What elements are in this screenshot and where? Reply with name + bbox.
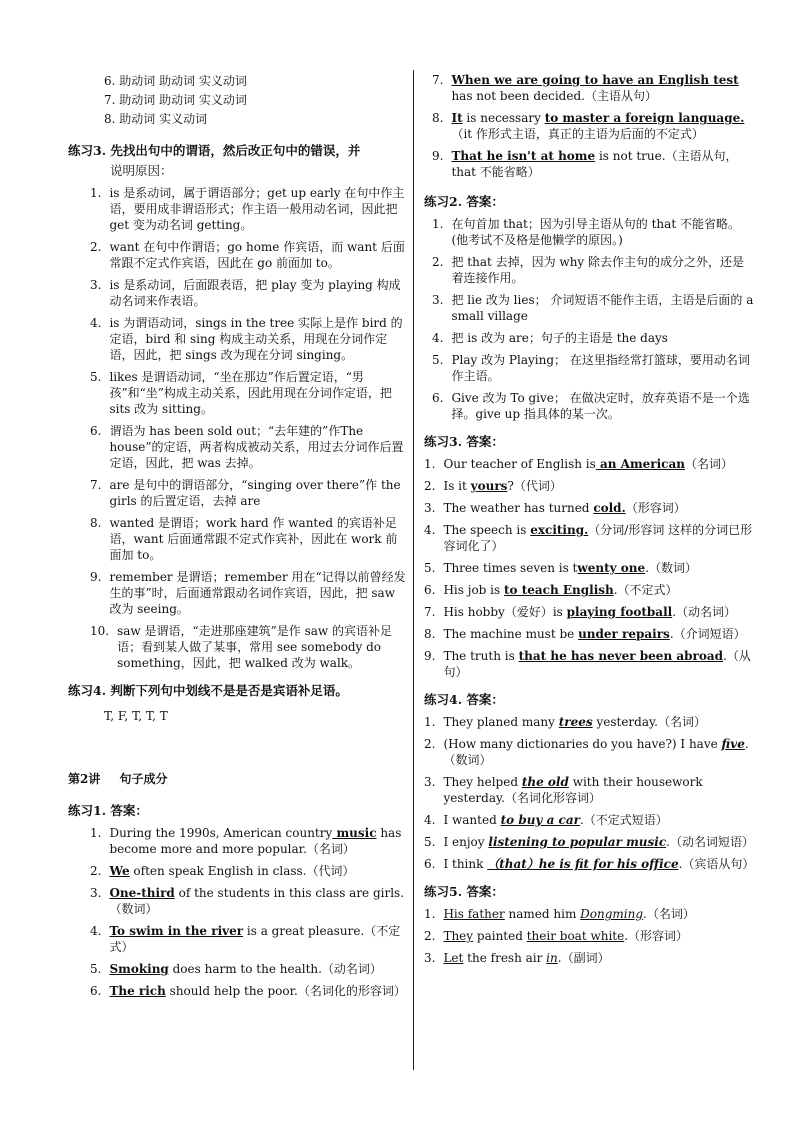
list-item: 4. The speech is exciting.（分词/形容词 这样的分词已形容词化了） (424, 523, 753, 553)
list-item: 5. I enjoy listening to popular music.（动名词短语） (424, 835, 754, 849)
exercise-5 (424, 882, 756, 966)
exercise-1 (68, 801, 408, 999)
list-item: 9. remember 是谓语；remember 用在“记得以前曾经发生的事”时，后面通常跟动名词作宾语，因此，把 saw 改为 seeing。 (90, 570, 406, 616)
list-item: 1. They planed many trees yesterday.（名词） (424, 715, 706, 729)
list-item: 6. Give 改为 To give； 在做决定时，放弃英语不是一个选择。give up 指具体的某一次。 (432, 391, 750, 421)
column-divider (413, 70, 414, 1070)
list-item: 2. They painted their boat white.（形容词） (424, 929, 689, 943)
list-item: 7. are 是句中的谓语部分，“singing over there”作 the girls 的后置定语，去掉 are (90, 478, 401, 508)
list-item: 2. (How many dictionaries do you have?) I have five.（数词） (424, 737, 749, 767)
verb-list (68, 72, 408, 129)
list-item: 5. Three times seven is twenty one.（数词） (424, 561, 697, 575)
list-item: 1. Our teacher of English is an American（名词） (424, 457, 733, 471)
list-item: 2. We often speak English in class.（代词） (90, 864, 355, 878)
list-item: 5. Play 改为 Playing； 在这里指经常打篮球，要用动名词作主语。 (432, 353, 750, 383)
list-item: 3. Let the fresh air in.（副词） (424, 951, 610, 965)
exercise-3-left (68, 141, 408, 671)
exercise-4-left (68, 681, 408, 726)
section-title-cont: 说明原因： (110, 163, 173, 178)
lecture-label: 第2讲 (68, 772, 101, 786)
list-item: 4. is 为谓语动词，sings in the tree 实际上是作 bird 的定语，bird 和 sing 构成主动关系，用现在分词作定语，因此，把 sings 改为现在分词 singing。 (90, 316, 403, 362)
verb-item: 6. 助动词 助动词 实义动词 (104, 74, 247, 88)
verb-item: 7. 助动词 助动词 实义动词 (104, 93, 247, 107)
list-item: 4. 把 is 改为 are；句子的主语是 the days (432, 331, 668, 345)
list-item: 2. want 在句中作谓语；go home 作宾语，而 want 后面常跟不定式作宾语，因此在 go 前面加 to。 (90, 240, 405, 270)
list-item: 8. It is necessary to master a foreign language.（it 作形式主语，真正的主语为后面的不定式） (432, 111, 745, 141)
list-item: 1. His father named him Dongming.（名词） (424, 907, 695, 921)
list-item: 3. 把 lie 改为 lies； 介词短语不能作主语，主语是后面的 a small village (432, 293, 754, 323)
list-item: 9. The truth is that he has never been abroad.（从句） (424, 649, 751, 679)
lecture-title: 句子成分 (119, 772, 168, 786)
section-title: 练习4. 判断下列句中划线不是是否是宾语补足语。 (68, 683, 348, 698)
section-title: 练习2. 答案： (424, 194, 504, 209)
list-item: 3. One-third of the students in this class are girls.（数词） (90, 886, 405, 916)
list-item: 4. I wanted to buy a car.（不定式短语） (424, 813, 668, 827)
list-item: 6. His job is to teach English.（不定式） (424, 583, 678, 597)
list-item: 5. Smoking does harm to the health.（动名词） (90, 962, 382, 976)
section-title: 练习1. 答案： (68, 803, 148, 818)
list-item: 5. likes 是谓语动词，“坐在那边”作后置定语，“男孩”和“坐”构成主动关系，因此用现在分词作定语，把 sits 改为 sitting。 (90, 370, 392, 416)
list-item: 1. is 是系动词，属于谓语部分；get up early 在句中作主语，要用成非谓语形式；作主语一般用动名词，因此把 get 变为动名词 getting。 (90, 186, 405, 232)
section-title: 练习3. 答案： (424, 434, 504, 449)
list-item: 3. The weather has turned cold.（形容词） (424, 501, 686, 515)
list-item: 9. That he isn't at home is not true.（主语从句，that 不能省略） (432, 149, 738, 179)
list-item: 4. To swim in the river is a great pleasure.（不定式） (90, 924, 401, 954)
exercise-3-right (424, 432, 756, 680)
list-item: 10. saw 是谓语，“走进那座建筑”是作 saw 的宾语补足语；看到某人做了某事，常用 see somebody do something，因此，把 walked 改为 walk。 (90, 624, 392, 670)
left-column (68, 72, 408, 1005)
section-title: 练习4. 答案： (424, 692, 504, 707)
list-item: 6. I think （that）he is fit for his office.（宾语从句） (424, 857, 755, 871)
subject-clauses (424, 72, 756, 180)
list-item: 7. When we are going to have an English test has not been decided.（主语从句） (432, 73, 739, 103)
list-item: 1. During the 1990s, American country music has become more and more popular.（名词） (90, 826, 402, 856)
list-item: 8. wanted 是谓语；work hard 作 wanted 的宾语补足语，want 后面通常跟不定式作宾补，因此在 work 前面加 to。 (90, 516, 398, 562)
lecture-heading (68, 768, 408, 789)
list-item: 3. is 是系动词，后面跟表语，把 play 变为 playing 构成动名词来作表语。 (90, 278, 401, 308)
list-item: 2. 把 that 去掉，因为 why 除去作主句的成分之外，还是着连接作用。 (432, 255, 745, 285)
list-item: 6. The rich should help the poor.（名词化的形容词） (90, 984, 406, 998)
answer-text: T, F, T, T, T (104, 709, 168, 723)
list-item: 1. 在句首加 that；因为引导主语从句的 that 不能省略。(他考试不及格是他懒学的原因。) (432, 217, 740, 247)
list-item: 2. Is it yours?（代词） (424, 479, 562, 493)
list-item: 3. They helped the old with their housework yesterday.（名词化形容词） (424, 775, 703, 805)
section-title: 练习5. 答案： (424, 884, 504, 899)
right-column (424, 72, 756, 972)
list-item: 6. 谓语为 has been sold out；“去年建的”作The house”的定语，两者构成被动关系，用过去分词作后置定语，因此，把 was 去掉。 (90, 424, 404, 470)
section-title: 练习3. 先找出句中的谓语，然后改正句中的错误，并 (68, 143, 361, 158)
exercise-4-right (424, 690, 756, 872)
verb-item: 8. 助动词 实义动词 (104, 112, 208, 126)
list-item: 7. His hobby（爱好）is playing football.（动名词） (424, 605, 737, 619)
list-item: 8. The machine must be under repairs.（介词短语） (424, 627, 746, 641)
exercise-2 (424, 192, 756, 422)
